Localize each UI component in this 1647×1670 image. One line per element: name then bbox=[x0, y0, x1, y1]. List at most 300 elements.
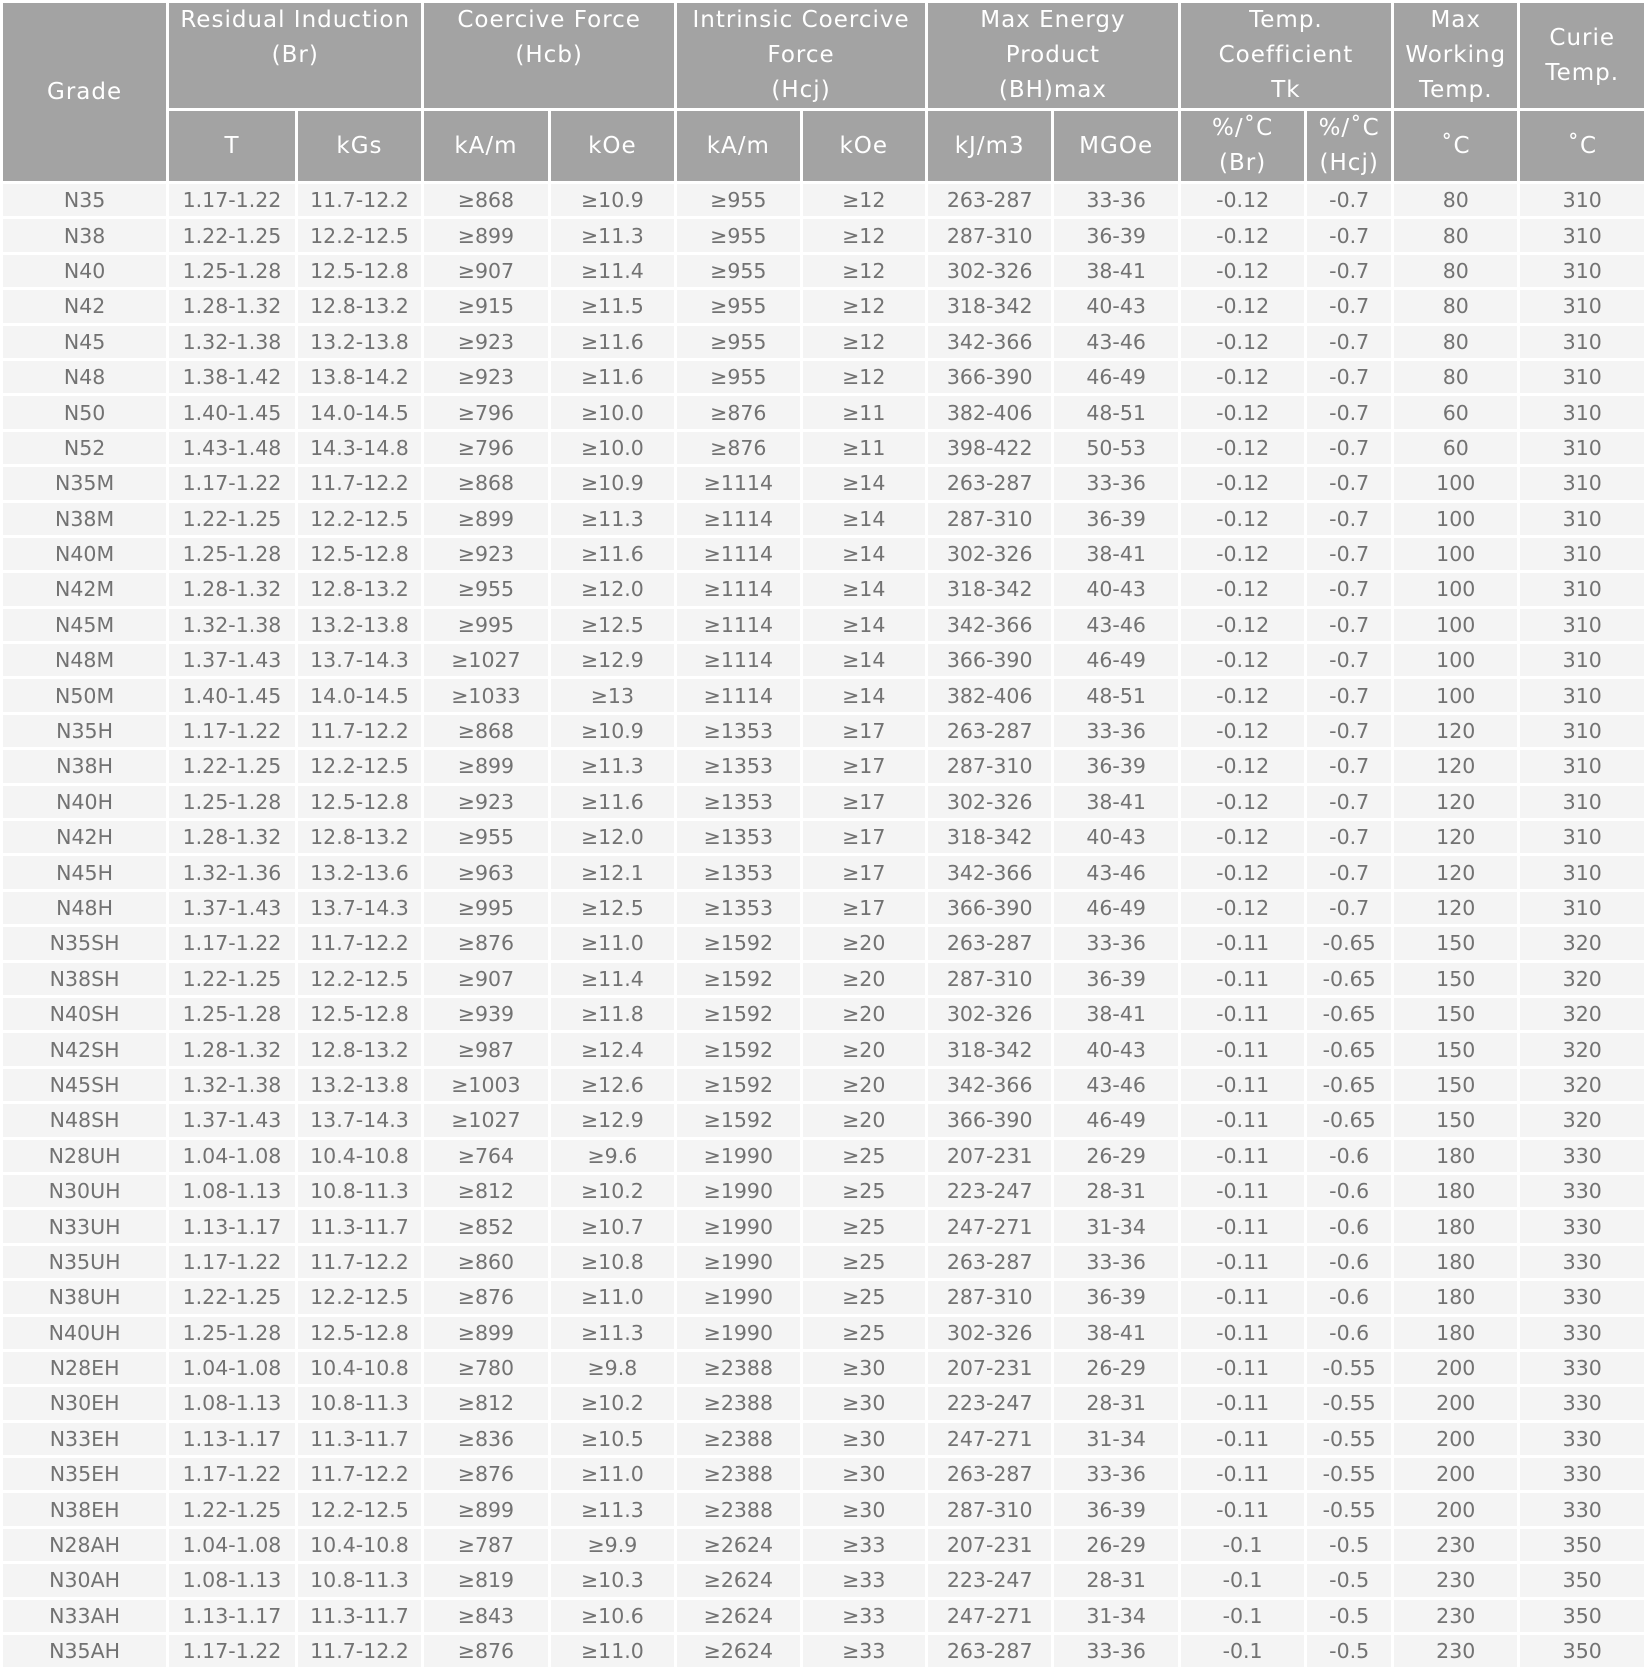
cell-grade: N45SH bbox=[3, 1069, 166, 1101]
cell-hcj-koe: ≥25 bbox=[803, 1246, 925, 1278]
cell-hcb-koe: ≥12.5 bbox=[551, 892, 674, 924]
cell-max-working-temp: 100 bbox=[1394, 467, 1517, 499]
cell-hcb-koe: ≥11.0 bbox=[551, 1458, 674, 1490]
cell-tk-hcj: -0.7 bbox=[1307, 467, 1391, 499]
cell-hcj-kam: ≥2388 bbox=[677, 1458, 799, 1490]
cell-br-t: 1.25-1.28 bbox=[169, 538, 295, 570]
cell-hcj-koe: ≥25 bbox=[803, 1175, 925, 1207]
cell-tk-hcj: -0.7 bbox=[1307, 326, 1391, 358]
table-row bbox=[3, 679, 1644, 711]
cell-bhmax-kjm3: 366-390 bbox=[928, 1104, 1051, 1136]
cell-br-kgs: 10.4-10.8 bbox=[298, 1352, 421, 1384]
cell-br-t: 1.13-1.17 bbox=[169, 1423, 295, 1455]
cell-grade: N33UH bbox=[3, 1210, 166, 1242]
table-row bbox=[3, 1493, 1644, 1525]
cell-tk-br: -0.12 bbox=[1181, 503, 1304, 535]
cell-curie-temp: 320 bbox=[1520, 1104, 1644, 1136]
cell-max-working-temp: 80 bbox=[1394, 184, 1517, 216]
cell-bhmax-mgoe: 33-36 bbox=[1054, 467, 1177, 499]
cell-hcj-kam: ≥955 bbox=[677, 219, 799, 251]
cell-br-t: 1.13-1.17 bbox=[169, 1210, 295, 1242]
cell-tk-hcj: -0.6 bbox=[1307, 1210, 1391, 1242]
cell-grade: N50 bbox=[3, 396, 166, 428]
cell-bhmax-kjm3: 263-287 bbox=[928, 1458, 1051, 1490]
cell-max-working-temp: 180 bbox=[1394, 1246, 1517, 1278]
cell-br-kgs: 12.5-12.8 bbox=[298, 1317, 421, 1349]
cell-grade: N30AH bbox=[3, 1564, 166, 1596]
cell-hcj-kam: ≥1990 bbox=[677, 1281, 799, 1313]
cell-curie-temp: 310 bbox=[1520, 290, 1644, 322]
cell-hcb-kam: ≥819 bbox=[424, 1564, 547, 1596]
cell-br-t: 1.25-1.28 bbox=[169, 1317, 295, 1349]
cell-tk-br: -0.12 bbox=[1181, 644, 1304, 676]
cell-hcj-kam: ≥955 bbox=[677, 184, 799, 216]
cell-bhmax-kjm3: 287-310 bbox=[928, 219, 1051, 251]
cell-curie-temp: 310 bbox=[1520, 396, 1644, 428]
cell-hcb-kam: ≥764 bbox=[424, 1140, 547, 1172]
cell-hcj-koe: ≥14 bbox=[803, 679, 925, 711]
cell-hcb-kam: ≥899 bbox=[424, 750, 547, 782]
table-row bbox=[3, 1600, 1644, 1632]
cell-hcb-koe: ≥11.8 bbox=[551, 998, 674, 1030]
header-coercive-force: Coercive Force (Hcb) bbox=[424, 3, 674, 108]
cell-hcj-koe: ≥11 bbox=[803, 396, 925, 428]
cell-bhmax-mgoe: 43-46 bbox=[1054, 326, 1177, 358]
cell-hcb-kam: ≥796 bbox=[424, 432, 547, 464]
cell-grade: N38EH bbox=[3, 1493, 166, 1525]
cell-hcj-kam: ≥1114 bbox=[677, 679, 799, 711]
cell-br-t: 1.25-1.28 bbox=[169, 255, 295, 287]
cell-br-t: 1.40-1.45 bbox=[169, 679, 295, 711]
table-row bbox=[3, 1210, 1644, 1242]
cell-bhmax-mgoe: 33-36 bbox=[1054, 1458, 1177, 1490]
unit-tk-hcj: %/˚C (Hcj) bbox=[1307, 111, 1391, 181]
cell-curie-temp: 330 bbox=[1520, 1458, 1644, 1490]
cell-bhmax-kjm3: 287-310 bbox=[928, 503, 1051, 535]
cell-br-kgs: 10.8-11.3 bbox=[298, 1387, 421, 1419]
cell-bhmax-mgoe: 43-46 bbox=[1054, 856, 1177, 888]
cell-tk-hcj: -0.55 bbox=[1307, 1423, 1391, 1455]
cell-br-kgs: 11.7-12.2 bbox=[298, 467, 421, 499]
cell-bhmax-kjm3: 366-390 bbox=[928, 644, 1051, 676]
cell-curie-temp: 310 bbox=[1520, 255, 1644, 287]
cell-hcj-koe: ≥33 bbox=[803, 1600, 925, 1632]
cell-tk-br: -0.11 bbox=[1181, 1423, 1304, 1455]
cell-bhmax-mgoe: 36-39 bbox=[1054, 1493, 1177, 1525]
cell-tk-hcj: -0.7 bbox=[1307, 573, 1391, 605]
cell-hcb-kam: ≥899 bbox=[424, 1493, 547, 1525]
cell-tk-br: -0.12 bbox=[1181, 715, 1304, 747]
cell-bhmax-mgoe: 28-31 bbox=[1054, 1175, 1177, 1207]
cell-br-t: 1.38-1.42 bbox=[169, 361, 295, 393]
cell-max-working-temp: 100 bbox=[1394, 503, 1517, 535]
cell-curie-temp: 330 bbox=[1520, 1210, 1644, 1242]
cell-hcj-kam: ≥1353 bbox=[677, 750, 799, 782]
cell-br-t: 1.08-1.13 bbox=[169, 1387, 295, 1419]
cell-hcj-koe: ≥20 bbox=[803, 998, 925, 1030]
cell-tk-hcj: -0.7 bbox=[1307, 715, 1391, 747]
cell-hcj-koe: ≥14 bbox=[803, 467, 925, 499]
cell-br-kgs: 11.7-12.2 bbox=[298, 184, 421, 216]
table-row bbox=[3, 1458, 1644, 1490]
cell-br-t: 1.22-1.25 bbox=[169, 503, 295, 535]
cell-hcj-koe: ≥12 bbox=[803, 361, 925, 393]
cell-bhmax-kjm3: 342-366 bbox=[928, 856, 1051, 888]
cell-grade: N45 bbox=[3, 326, 166, 358]
cell-grade: N40SH bbox=[3, 998, 166, 1030]
cell-bhmax-kjm3: 263-287 bbox=[928, 184, 1051, 216]
cell-hcb-kam: ≥923 bbox=[424, 361, 547, 393]
cell-bhmax-kjm3: 223-247 bbox=[928, 1387, 1051, 1419]
cell-max-working-temp: 80 bbox=[1394, 326, 1517, 358]
cell-tk-br: -0.12 bbox=[1181, 255, 1304, 287]
cell-curie-temp: 310 bbox=[1520, 750, 1644, 782]
header-max-working-temp: Max Working Temp. bbox=[1394, 3, 1517, 108]
cell-curie-temp: 310 bbox=[1520, 467, 1644, 499]
cell-curie-temp: 310 bbox=[1520, 184, 1644, 216]
table-row bbox=[3, 1352, 1644, 1384]
cell-hcb-koe: ≥12.6 bbox=[551, 1069, 674, 1101]
cell-hcb-koe: ≥12.5 bbox=[551, 609, 674, 641]
cell-tk-br: -0.11 bbox=[1181, 1033, 1304, 1065]
cell-grade: N42H bbox=[3, 821, 166, 853]
table-row bbox=[3, 219, 1644, 251]
table-row bbox=[3, 290, 1644, 322]
cell-hcj-koe: ≥12 bbox=[803, 326, 925, 358]
cell-tk-br: -0.12 bbox=[1181, 573, 1304, 605]
cell-grade: N42 bbox=[3, 290, 166, 322]
cell-hcj-koe: ≥14 bbox=[803, 573, 925, 605]
table-body bbox=[3, 184, 1644, 1667]
cell-br-t: 1.32-1.38 bbox=[169, 1069, 295, 1101]
cell-tk-br: -0.11 bbox=[1181, 927, 1304, 959]
cell-br-kgs: 12.8-13.2 bbox=[298, 821, 421, 853]
cell-tk-hcj: -0.5 bbox=[1307, 1600, 1391, 1632]
table-row bbox=[3, 1635, 1644, 1667]
cell-bhmax-mgoe: 36-39 bbox=[1054, 503, 1177, 535]
cell-grade: N38 bbox=[3, 219, 166, 251]
cell-hcb-koe: ≥11.3 bbox=[551, 219, 674, 251]
cell-hcj-kam: ≥2624 bbox=[677, 1529, 799, 1561]
cell-max-working-temp: 60 bbox=[1394, 396, 1517, 428]
cell-hcb-kam: ≥907 bbox=[424, 255, 547, 287]
cell-br-kgs: 12.2-12.5 bbox=[298, 750, 421, 782]
cell-hcb-koe: ≥9.8 bbox=[551, 1352, 674, 1384]
cell-hcb-koe: ≥10.5 bbox=[551, 1423, 674, 1455]
cell-hcj-koe: ≥12 bbox=[803, 184, 925, 216]
cell-max-working-temp: 150 bbox=[1394, 998, 1517, 1030]
cell-bhmax-kjm3: 287-310 bbox=[928, 1493, 1051, 1525]
cell-tk-br: -0.12 bbox=[1181, 609, 1304, 641]
cell-hcj-kam: ≥1353 bbox=[677, 786, 799, 818]
cell-bhmax-kjm3: 366-390 bbox=[928, 361, 1051, 393]
cell-curie-temp: 310 bbox=[1520, 856, 1644, 888]
table-row bbox=[3, 396, 1644, 428]
cell-br-t: 1.04-1.08 bbox=[169, 1140, 295, 1172]
cell-br-kgs: 13.2-13.8 bbox=[298, 326, 421, 358]
cell-br-kgs: 13.2-13.8 bbox=[298, 609, 421, 641]
cell-max-working-temp: 230 bbox=[1394, 1564, 1517, 1596]
cell-hcj-koe: ≥17 bbox=[803, 786, 925, 818]
cell-bhmax-mgoe: 50-53 bbox=[1054, 432, 1177, 464]
cell-hcb-kam: ≥923 bbox=[424, 538, 547, 570]
cell-br-t: 1.17-1.22 bbox=[169, 184, 295, 216]
cell-hcb-koe: ≥12.0 bbox=[551, 821, 674, 853]
cell-tk-br: -0.11 bbox=[1181, 1281, 1304, 1313]
cell-tk-hcj: -0.6 bbox=[1307, 1140, 1391, 1172]
cell-bhmax-kjm3: 247-271 bbox=[928, 1423, 1051, 1455]
unit-br-kgs: kGs bbox=[298, 111, 421, 181]
cell-tk-br: -0.1 bbox=[1181, 1529, 1304, 1561]
cell-bhmax-kjm3: 223-247 bbox=[928, 1564, 1051, 1596]
cell-br-t: 1.25-1.28 bbox=[169, 998, 295, 1030]
cell-hcj-koe: ≥20 bbox=[803, 1104, 925, 1136]
cell-br-kgs: 12.5-12.8 bbox=[298, 255, 421, 287]
cell-br-t: 1.04-1.08 bbox=[169, 1529, 295, 1561]
cell-max-working-temp: 120 bbox=[1394, 821, 1517, 853]
cell-hcj-kam: ≥955 bbox=[677, 255, 799, 287]
cell-hcj-kam: ≥1114 bbox=[677, 467, 799, 499]
cell-br-kgs: 13.7-14.3 bbox=[298, 644, 421, 676]
cell-tk-hcj: -0.7 bbox=[1307, 396, 1391, 428]
cell-hcb-kam: ≥907 bbox=[424, 963, 547, 995]
cell-br-t: 1.22-1.25 bbox=[169, 1493, 295, 1525]
cell-max-working-temp: 200 bbox=[1394, 1493, 1517, 1525]
cell-tk-hcj: -0.65 bbox=[1307, 1069, 1391, 1101]
cell-max-working-temp: 230 bbox=[1394, 1600, 1517, 1632]
cell-bhmax-mgoe: 46-49 bbox=[1054, 1104, 1177, 1136]
cell-hcb-kam: ≥995 bbox=[424, 609, 547, 641]
cell-bhmax-mgoe: 38-41 bbox=[1054, 1317, 1177, 1349]
cell-hcj-koe: ≥20 bbox=[803, 963, 925, 995]
cell-max-working-temp: 120 bbox=[1394, 892, 1517, 924]
cell-br-t: 1.28-1.32 bbox=[169, 1033, 295, 1065]
header-temp-coefficient: Temp. Coefficient Tk bbox=[1181, 3, 1391, 108]
cell-hcb-koe: ≥10.0 bbox=[551, 396, 674, 428]
cell-bhmax-mgoe: 38-41 bbox=[1054, 998, 1177, 1030]
cell-bhmax-kjm3: 342-366 bbox=[928, 1069, 1051, 1101]
cell-hcb-kam: ≥852 bbox=[424, 1210, 547, 1242]
cell-grade: N38M bbox=[3, 503, 166, 535]
cell-tk-hcj: -0.7 bbox=[1307, 255, 1391, 287]
cell-grade: N28EH bbox=[3, 1352, 166, 1384]
cell-hcb-koe: ≥12.1 bbox=[551, 856, 674, 888]
cell-hcj-kam: ≥955 bbox=[677, 326, 799, 358]
cell-br-kgs: 11.7-12.2 bbox=[298, 1635, 421, 1667]
cell-grade: N50M bbox=[3, 679, 166, 711]
cell-br-kgs: 13.7-14.3 bbox=[298, 1104, 421, 1136]
cell-hcb-koe: ≥10.6 bbox=[551, 1600, 674, 1632]
cell-grade: N35 bbox=[3, 184, 166, 216]
unit-br-t: T bbox=[169, 111, 295, 181]
cell-hcj-kam: ≥876 bbox=[677, 396, 799, 428]
cell-br-kgs: 14.3-14.8 bbox=[298, 432, 421, 464]
cell-tk-hcj: -0.6 bbox=[1307, 1281, 1391, 1313]
cell-bhmax-mgoe: 36-39 bbox=[1054, 963, 1177, 995]
cell-hcb-kam: ≥787 bbox=[424, 1529, 547, 1561]
table-row bbox=[3, 573, 1644, 605]
cell-grade: N35EH bbox=[3, 1458, 166, 1490]
cell-hcb-kam: ≥955 bbox=[424, 573, 547, 605]
cell-bhmax-mgoe: 46-49 bbox=[1054, 892, 1177, 924]
cell-grade: N40 bbox=[3, 255, 166, 287]
cell-max-working-temp: 230 bbox=[1394, 1529, 1517, 1561]
cell-curie-temp: 310 bbox=[1520, 503, 1644, 535]
cell-br-kgs: 12.5-12.8 bbox=[298, 538, 421, 570]
cell-curie-temp: 330 bbox=[1520, 1317, 1644, 1349]
cell-grade: N48SH bbox=[3, 1104, 166, 1136]
header-max-energy-product: Max Energy Product (BH)max bbox=[928, 3, 1178, 108]
cell-bhmax-mgoe: 26-29 bbox=[1054, 1352, 1177, 1384]
cell-hcj-kam: ≥2388 bbox=[677, 1387, 799, 1419]
cell-curie-temp: 330 bbox=[1520, 1140, 1644, 1172]
cell-hcj-kam: ≥1990 bbox=[677, 1175, 799, 1207]
cell-hcj-kam: ≥2388 bbox=[677, 1423, 799, 1455]
cell-hcb-koe: ≥11.4 bbox=[551, 255, 674, 287]
cell-hcj-koe: ≥30 bbox=[803, 1387, 925, 1419]
cell-hcj-koe: ≥25 bbox=[803, 1317, 925, 1349]
cell-hcj-koe: ≥17 bbox=[803, 715, 925, 747]
cell-max-working-temp: 80 bbox=[1394, 290, 1517, 322]
cell-max-working-temp: 80 bbox=[1394, 219, 1517, 251]
cell-hcb-kam: ≥876 bbox=[424, 927, 547, 959]
cell-grade: N40H bbox=[3, 786, 166, 818]
cell-bhmax-mgoe: 36-39 bbox=[1054, 1281, 1177, 1313]
cell-grade: N48H bbox=[3, 892, 166, 924]
cell-hcb-kam: ≥868 bbox=[424, 715, 547, 747]
cell-hcj-kam: ≥876 bbox=[677, 432, 799, 464]
cell-hcj-kam: ≥1353 bbox=[677, 715, 799, 747]
cell-bhmax-kjm3: 302-326 bbox=[928, 1317, 1051, 1349]
cell-grade: N33EH bbox=[3, 1423, 166, 1455]
cell-br-t: 1.13-1.17 bbox=[169, 1600, 295, 1632]
cell-br-t: 1.28-1.32 bbox=[169, 821, 295, 853]
cell-hcj-koe: ≥14 bbox=[803, 538, 925, 570]
table-row bbox=[3, 503, 1644, 535]
cell-tk-br: -0.11 bbox=[1181, 1493, 1304, 1525]
cell-hcb-kam: ≥780 bbox=[424, 1352, 547, 1384]
cell-tk-br: -0.12 bbox=[1181, 821, 1304, 853]
cell-grade: N30EH bbox=[3, 1387, 166, 1419]
cell-tk-hcj: -0.6 bbox=[1307, 1317, 1391, 1349]
cell-hcj-koe: ≥25 bbox=[803, 1210, 925, 1242]
cell-max-working-temp: 100 bbox=[1394, 538, 1517, 570]
unit-max-working-temp: ˚C bbox=[1394, 111, 1517, 181]
cell-curie-temp: 330 bbox=[1520, 1423, 1644, 1455]
cell-tk-hcj: -0.7 bbox=[1307, 786, 1391, 818]
cell-hcb-koe: ≥11.3 bbox=[551, 1493, 674, 1525]
cell-bhmax-mgoe: 36-39 bbox=[1054, 750, 1177, 782]
cell-tk-hcj: -0.65 bbox=[1307, 998, 1391, 1030]
cell-bhmax-mgoe: 26-29 bbox=[1054, 1529, 1177, 1561]
cell-tk-br: -0.11 bbox=[1181, 963, 1304, 995]
table-row bbox=[3, 998, 1644, 1030]
cell-hcb-koe: ≥11.0 bbox=[551, 927, 674, 959]
unit-hcb-koe: kOe bbox=[551, 111, 674, 181]
cell-hcj-kam: ≥2388 bbox=[677, 1493, 799, 1525]
cell-hcj-koe: ≥14 bbox=[803, 609, 925, 641]
cell-hcb-koe: ≥10.2 bbox=[551, 1387, 674, 1419]
cell-grade: N40UH bbox=[3, 1317, 166, 1349]
cell-grade: N52 bbox=[3, 432, 166, 464]
cell-curie-temp: 310 bbox=[1520, 892, 1644, 924]
header-intrinsic-coercive-force: Intrinsic Coercive Force (Hcj) bbox=[677, 3, 925, 108]
cell-tk-br: -0.12 bbox=[1181, 786, 1304, 818]
table-row bbox=[3, 1281, 1644, 1313]
cell-br-kgs: 14.0-14.5 bbox=[298, 679, 421, 711]
cell-curie-temp: 310 bbox=[1520, 715, 1644, 747]
cell-hcb-koe: ≥12.9 bbox=[551, 644, 674, 676]
header-curie-temp: Curie Temp. bbox=[1520, 3, 1644, 108]
cell-tk-br: -0.11 bbox=[1181, 1352, 1304, 1384]
cell-hcb-koe: ≥12.9 bbox=[551, 1104, 674, 1136]
cell-grade: N35UH bbox=[3, 1246, 166, 1278]
cell-hcb-koe: ≥10.9 bbox=[551, 715, 674, 747]
cell-hcj-koe: ≥30 bbox=[803, 1423, 925, 1455]
cell-max-working-temp: 200 bbox=[1394, 1423, 1517, 1455]
cell-hcj-kam: ≥2388 bbox=[677, 1352, 799, 1384]
cell-bhmax-mgoe: 33-36 bbox=[1054, 1246, 1177, 1278]
cell-hcj-koe: ≥33 bbox=[803, 1529, 925, 1561]
cell-tk-hcj: -0.55 bbox=[1307, 1387, 1391, 1419]
cell-bhmax-kjm3: 263-287 bbox=[928, 467, 1051, 499]
cell-hcj-kam: ≥1353 bbox=[677, 856, 799, 888]
cell-tk-br: -0.1 bbox=[1181, 1600, 1304, 1632]
cell-hcj-koe: ≥12 bbox=[803, 255, 925, 287]
cell-hcb-kam: ≥899 bbox=[424, 1317, 547, 1349]
cell-br-kgs: 12.2-12.5 bbox=[298, 1493, 421, 1525]
cell-max-working-temp: 100 bbox=[1394, 644, 1517, 676]
cell-max-working-temp: 150 bbox=[1394, 963, 1517, 995]
cell-curie-temp: 310 bbox=[1520, 786, 1644, 818]
cell-tk-hcj: -0.5 bbox=[1307, 1635, 1391, 1667]
table-row bbox=[3, 609, 1644, 641]
cell-hcb-kam: ≥955 bbox=[424, 821, 547, 853]
cell-hcb-koe: ≥11.6 bbox=[551, 538, 674, 570]
cell-br-kgs: 11.7-12.2 bbox=[298, 1246, 421, 1278]
cell-curie-temp: 330 bbox=[1520, 1387, 1644, 1419]
table-row bbox=[3, 1529, 1644, 1561]
cell-br-t: 1.17-1.22 bbox=[169, 1635, 295, 1667]
cell-br-t: 1.37-1.43 bbox=[169, 644, 295, 676]
table-header bbox=[3, 3, 1644, 181]
cell-hcj-kam: ≥1114 bbox=[677, 503, 799, 535]
unit-hcb-kam: kA/m bbox=[424, 111, 547, 181]
cell-hcj-kam: ≥1990 bbox=[677, 1246, 799, 1278]
cell-grade: N35SH bbox=[3, 927, 166, 959]
cell-bhmax-kjm3: 366-390 bbox=[928, 892, 1051, 924]
cell-br-kgs: 12.2-12.5 bbox=[298, 503, 421, 535]
cell-tk-br: -0.12 bbox=[1181, 679, 1304, 711]
cell-tk-hcj: -0.7 bbox=[1307, 432, 1391, 464]
cell-grade: N40M bbox=[3, 538, 166, 570]
cell-hcj-kam: ≥955 bbox=[677, 290, 799, 322]
cell-bhmax-mgoe: 48-51 bbox=[1054, 396, 1177, 428]
cell-hcb-koe: ≥10.2 bbox=[551, 1175, 674, 1207]
cell-hcj-koe: ≥25 bbox=[803, 1281, 925, 1313]
cell-bhmax-kjm3: 398-422 bbox=[928, 432, 1051, 464]
cell-curie-temp: 320 bbox=[1520, 1033, 1644, 1065]
cell-tk-hcj: -0.7 bbox=[1307, 609, 1391, 641]
cell-bhmax-mgoe: 33-36 bbox=[1054, 1635, 1177, 1667]
cell-max-working-temp: 200 bbox=[1394, 1458, 1517, 1490]
cell-grade: N45M bbox=[3, 609, 166, 641]
cell-hcj-koe: ≥30 bbox=[803, 1493, 925, 1525]
cell-hcb-kam: ≥1027 bbox=[424, 1104, 547, 1136]
cell-hcb-kam: ≥812 bbox=[424, 1175, 547, 1207]
table-row bbox=[3, 1140, 1644, 1172]
cell-max-working-temp: 230 bbox=[1394, 1635, 1517, 1667]
